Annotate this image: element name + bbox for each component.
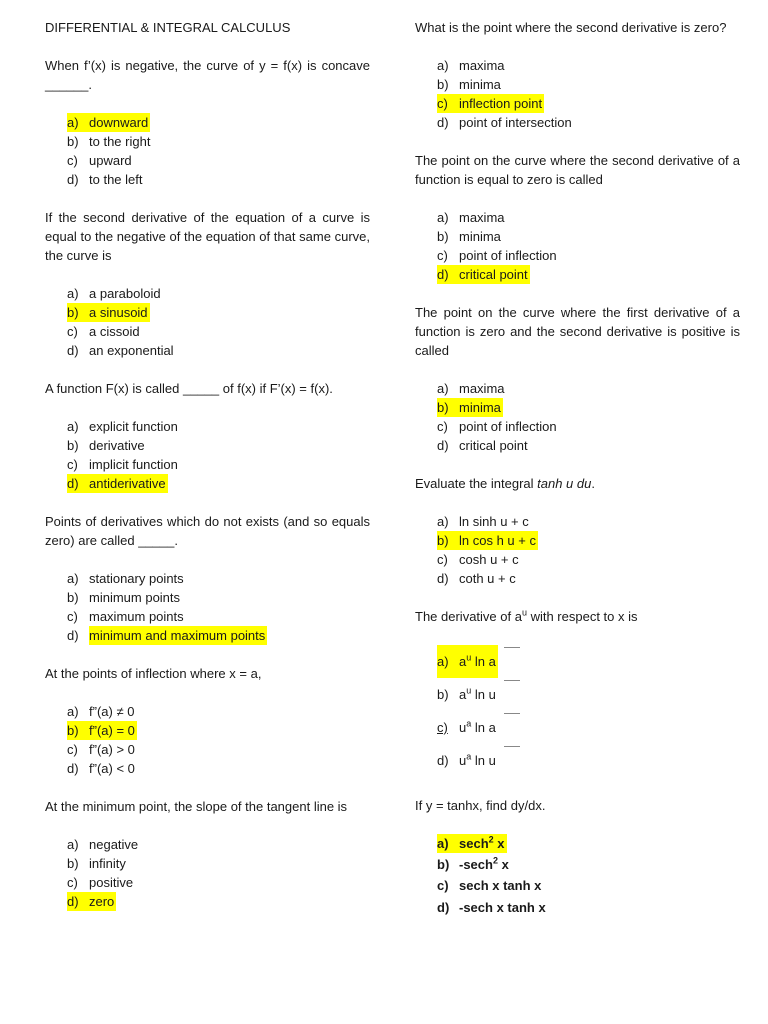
question-6 (45, 797, 370, 911)
question-2 (45, 208, 370, 360)
option-list (45, 417, 370, 493)
left-column (45, 18, 370, 930)
question-stem: At the minimum point, the slope of the tangent line is (45, 799, 348, 814)
option-d[interactable]: d) critical point (437, 267, 528, 282)
option-a[interactable]: a) maxima (437, 58, 505, 73)
option-c[interactable]: c) upward (67, 153, 132, 168)
question-4 (45, 512, 370, 645)
option-b[interactable]: b) to the right (67, 134, 151, 149)
question-stem: If the second derivative of the equation of a curve is equal to the negative of the equation of that same curve, the curve is (45, 210, 370, 263)
option-d[interactable]: d) critical point (437, 438, 528, 453)
option-b[interactable]: b) minima (437, 229, 501, 244)
option-b[interactable]: b) f”(a) = 0 (67, 723, 135, 738)
option-b[interactable]: b) minimum points (67, 590, 181, 605)
option-list (415, 645, 740, 777)
option-d[interactable]: d) antiderivative (67, 476, 166, 491)
question-stem: What is the point where the second derivative is zero? (415, 20, 727, 35)
option-a[interactable]: a) negative (67, 837, 139, 852)
option-d[interactable]: d) -sech x tanh x (437, 900, 546, 915)
option-d[interactable]: d) coth u + c (437, 571, 516, 586)
option-b[interactable]: b) infinity (67, 856, 126, 871)
question-stem: If y = tanhx, find dy/dx. (415, 798, 546, 813)
question-5 (45, 664, 370, 778)
option-a[interactable]: a) downward (67, 115, 149, 130)
option-d[interactable]: d) $u^a$ ln u (415, 744, 740, 777)
question-stem: Evaluate the integral tanh u du. (415, 476, 595, 491)
question-stem: A function F(x) is called _____ of f(x) if F’(x) = f(x). (45, 381, 333, 396)
question-stem: Points of derivatives which do not exists (and so equals zero) are called _____. (45, 514, 370, 548)
question-stem: The derivative of $a^u$ with respect to x is (415, 607, 638, 624)
question-8 (415, 151, 740, 284)
question-7 (415, 18, 740, 132)
option-list (45, 569, 370, 645)
option-c[interactable]: c) implicit function (67, 457, 178, 472)
option-b[interactable]: b) -sech$^2$ x (437, 855, 509, 872)
question-12 (415, 796, 740, 920)
question-9 (415, 303, 740, 455)
option-a[interactable]: a) ln sinh u + c (437, 514, 529, 529)
option-b[interactable]: b) ln cos h u + c (437, 533, 536, 548)
question-11 (415, 607, 740, 777)
option-a[interactable]: a) f”(a) ≠ 0 (67, 704, 135, 719)
option-list (415, 512, 740, 588)
option-d[interactable]: d) minimum and maximum points (67, 628, 266, 643)
option-list (415, 56, 740, 132)
option-a[interactable]: a) maxima (437, 381, 505, 396)
option-c[interactable]: c) $u^a$ ln a (415, 711, 740, 744)
right-column (415, 18, 740, 939)
option-list (45, 113, 370, 189)
option-c[interactable]: c) positive (67, 875, 134, 890)
option-c[interactable]: c) cosh u + c (437, 552, 519, 567)
option-d[interactable]: d) an exponential (67, 343, 174, 358)
option-b[interactable]: b) derivative (67, 438, 145, 453)
option-a[interactable]: a) explicit function (67, 419, 178, 434)
option-list (415, 208, 740, 284)
option-list (45, 702, 370, 778)
option-b[interactable]: b) minima (437, 77, 501, 92)
option-c[interactable]: c) point of inflection (437, 248, 557, 263)
option-c[interactable]: c) maximum points (67, 609, 184, 624)
option-b[interactable]: b) $a^u$ ln u (415, 678, 740, 711)
option-b[interactable]: b) minima (437, 400, 501, 415)
question-10 (415, 474, 740, 588)
option-list (45, 835, 370, 911)
option-a[interactable]: a) a paraboloid (67, 286, 161, 301)
option-c[interactable]: c) a cissoid (67, 324, 140, 339)
option-c[interactable]: c) f”(a) > 0 (67, 742, 135, 757)
option-c[interactable]: c) inflection point (437, 96, 543, 111)
document-title: DIFFERENTIAL & INTEGRAL CALCULUS (45, 20, 291, 35)
question-3 (45, 379, 370, 493)
question-stem: The point on the curve where the first derivative of a function is zero and the second derivative is positive is called (415, 305, 740, 358)
option-b[interactable]: b) a sinusoid (67, 305, 148, 320)
option-d[interactable]: d) to the left (67, 172, 143, 187)
option-c[interactable]: c) sech x tanh x (437, 878, 542, 893)
option-a[interactable]: a) sech$^2$ x (437, 834, 505, 851)
question-stem: The point on the curve where the second derivative of a function is equal to zero is called (415, 153, 740, 187)
question-1 (45, 56, 370, 189)
option-a[interactable]: a) $a^u$ ln a (415, 645, 740, 678)
option-d[interactable]: d) zero (67, 894, 115, 909)
option-d[interactable]: d) f”(a) < 0 (67, 761, 135, 776)
option-list (45, 284, 370, 360)
option-list (415, 834, 740, 920)
option-c[interactable]: c) point of inflection (437, 419, 557, 434)
option-a[interactable]: a) maxima (437, 210, 505, 225)
option-list (415, 379, 740, 455)
option-a[interactable]: a) stationary points (67, 571, 184, 586)
question-stem: At the points of inflection where x = a, (45, 666, 262, 681)
question-stem: When f’(x) is negative, the curve of y = f(x) is concave ______. (45, 58, 370, 92)
option-d[interactable]: d) point of intersection (437, 115, 572, 130)
